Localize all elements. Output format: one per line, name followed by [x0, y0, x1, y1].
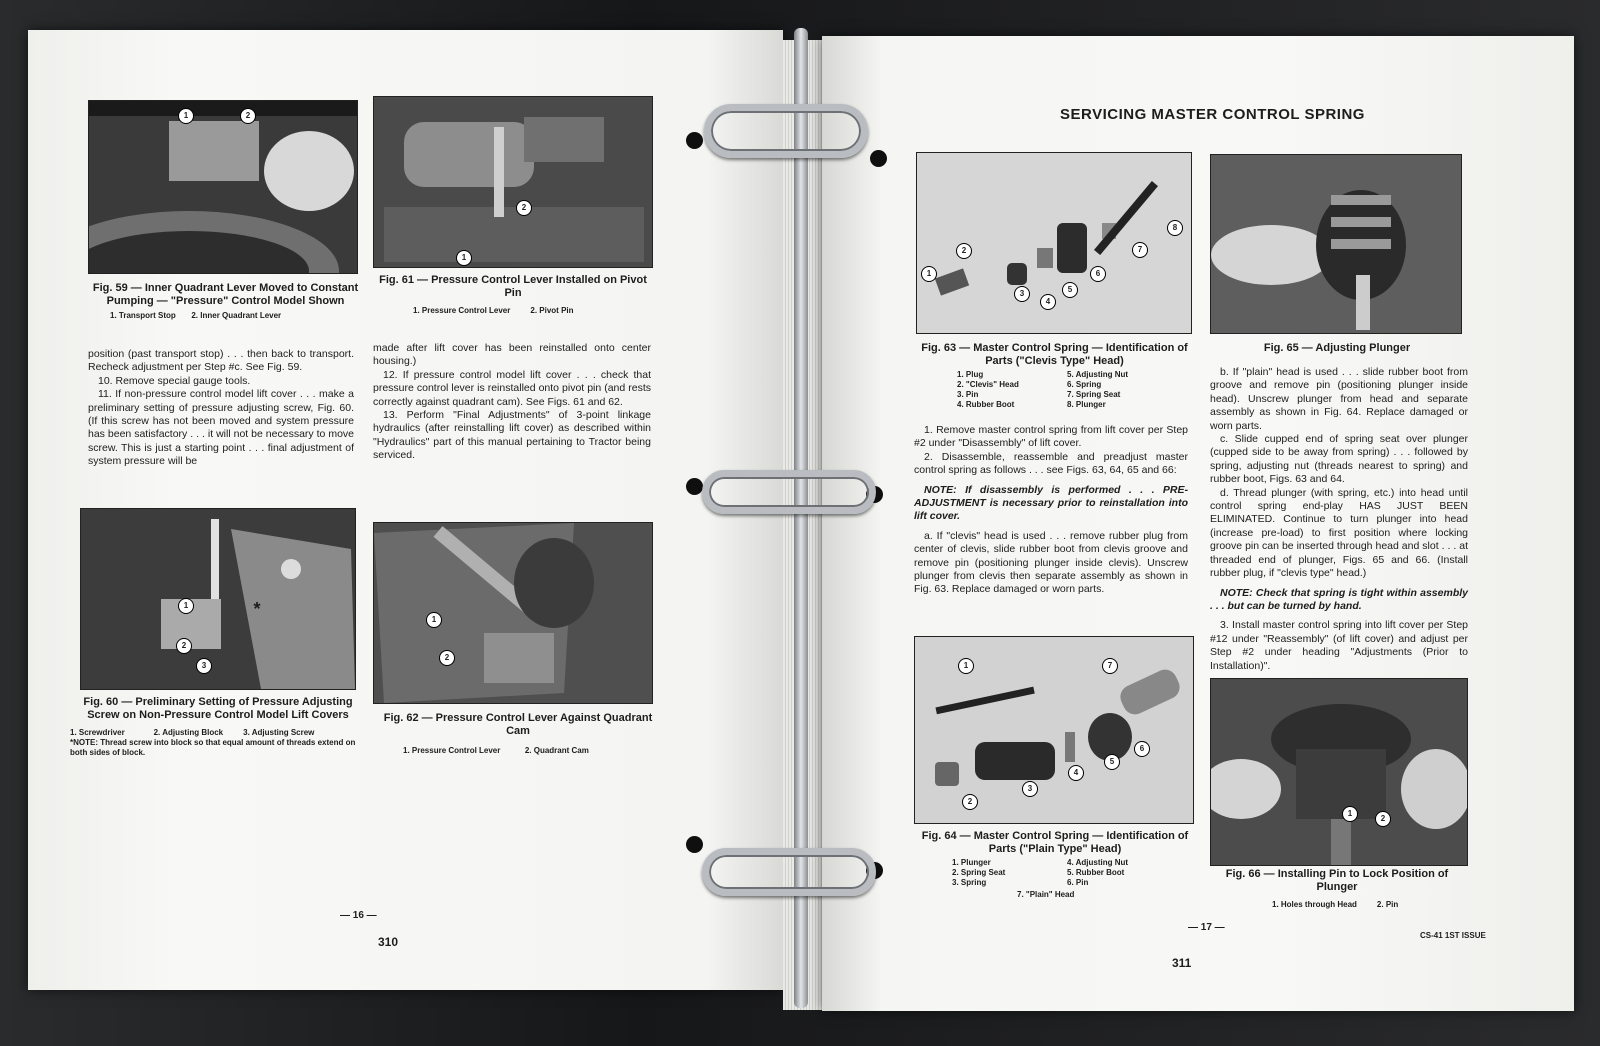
left-page-number: — 16 —: [340, 910, 377, 921]
fig62-legend-item: 2. Quadrant Cam: [524, 746, 589, 755]
fig62-callout-2: 2: [439, 650, 455, 666]
fig62-photo: [373, 522, 653, 704]
fig59-legend-item: 1. Transport Stop: [110, 311, 176, 320]
fig63-callout-5: 5: [1062, 282, 1078, 298]
fig59-callout-2: 2: [240, 108, 256, 124]
left-col2-text: [373, 342, 651, 463]
fig63-callout-6: 6: [1090, 266, 1106, 282]
fig63-callout-4: 4: [1040, 294, 1056, 310]
fig64-legend-right: [1067, 858, 1187, 888]
fig60-callout-2: 2: [176, 638, 192, 654]
fig60-callout-1: 1: [178, 598, 194, 614]
section-heading: SERVICING MASTER CONTROL SPRING: [1060, 106, 1365, 123]
legend-item: 5. Adjusting Nut: [1067, 370, 1129, 379]
fig64-photo: [914, 636, 1194, 824]
fig61-legend-item: 1. Pressure Control Lever: [413, 306, 511, 315]
paragraph: c. Slide cupped end of spring seat over plunger (cupped side to be away from spring) . . . followed by spring, adjusting nut (threads nearest to spring) and rubber boot, Figs. 63 and 64.: [1210, 433, 1468, 486]
fig66-legend-item: 1. Holes through Head: [1272, 900, 1357, 909]
paragraph: made after lift cover has been reinstalled onto center housing.): [373, 342, 651, 368]
paragraph: 13. Perform "Final Adjustments" of 3-point linkage hydraulics (after reinstalling lift cover) as described within "Hydraulics" part of this manual pertaining to Tractor being serviced.: [373, 409, 651, 462]
left-page: [28, 30, 783, 990]
right-col2-text: [1210, 366, 1468, 673]
fig64-callout-2: 2: [962, 794, 978, 810]
paragraph: d. Thread plunger (with spring, etc.) into head until control spring end-play HAS JUST BEEN ELIMINATED. Continue to turn plunger into head (increase pre-load) to first position where locking groove pin can be inserted through head and slot . . . at threaded end of plunger, Figs. 65 and 66. (Install rubber plug, if "clevis type" head.): [1210, 486, 1468, 580]
note: NOTE: If disassembly is performed . . . PRE-ADJUSTMENT is necessary prior to reinstallation into lift cover.: [914, 483, 1188, 523]
fig66-legend-item: 2. Pin: [1376, 900, 1399, 909]
fig66-photo: [1210, 678, 1468, 866]
fig60-callout-asterisk: *: [253, 599, 261, 619]
left-sheet-number: 310: [378, 935, 399, 949]
right-sheet-number: 311: [1172, 956, 1192, 970]
right-page-number: — 17 —: [1188, 922, 1225, 933]
fig64-callout-4: 4: [1068, 765, 1084, 781]
punch-hole: [870, 150, 887, 167]
fig61-legend-item: 2. Pivot Pin: [530, 306, 574, 315]
fig61-legend: [413, 306, 653, 316]
fig64-callout-6: 6: [1134, 741, 1150, 757]
fig61-photo: [373, 96, 653, 268]
legend-item: 6. Spring: [1067, 380, 1102, 389]
legend-item: 4. Rubber Boot: [957, 400, 1015, 409]
fig61-caption: Fig. 61 — Pressure Control Lever Installed on Pivot Pin: [379, 274, 647, 299]
paragraph: b. If "plain" head is used . . . slide rubber boot from groove and remove pin (positioning plunger inside head). Unscrew plunger from head and separate assembly as shown in Fig. 64. Replace damaged or worn parts.: [1210, 366, 1468, 432]
fig66-caption: Fig. 66 — Installing Pin to Lock Position of Plunger: [1225, 868, 1449, 893]
fig61-callout-1: 1: [456, 250, 472, 266]
note: NOTE: Check that spring is tight within assembly . . . but can be turned by hand.: [1210, 586, 1468, 612]
fig60-legend: [70, 728, 360, 758]
fig63-callout-1: 1: [921, 266, 937, 282]
fig59-callout-1: 1: [178, 108, 194, 124]
legend-item: 6. Pin: [1067, 878, 1089, 887]
fig63-callout-8: 8: [1167, 220, 1183, 236]
binder-ring-middle: [702, 470, 876, 514]
fig66-callout-2: 2: [1375, 811, 1391, 827]
left-col1-text: [88, 348, 354, 469]
fig66-callout-1: 1: [1342, 806, 1358, 822]
punch-hole: [686, 132, 703, 149]
legend-item: 3. Spring: [952, 878, 987, 887]
fig64-legend-bottom: 7. "Plain" Head: [1017, 890, 1075, 899]
legend-item: 2. Spring Seat: [952, 868, 1006, 877]
fig60-legend-item: 1. Screwdriver: [70, 728, 125, 737]
fig62-legend-item: 1. Pressure Control Lever: [403, 746, 501, 755]
paragraph: 1. Remove master control spring from lift cover per Step #2 under "Disassembly" of lift cover.: [914, 424, 1188, 450]
paragraph: a. If "clevis" head is used . . . remove rubber plug from center of clevis, slide rubber boot from clevis groove and remove pin (positioning plunger inside clevis). Unscrew plunger from clevis then separate assembly as shown in Fig. 63. Replace damaged or worn parts.: [914, 529, 1188, 596]
legend-item: 4. Adjusting Nut: [1067, 858, 1129, 867]
fig60-legend-item: 3. Adjusting Screw: [243, 728, 315, 737]
fig63-legend-right: [1067, 370, 1187, 410]
fig59-legend-item: 2. Inner Quadrant Lever: [191, 311, 282, 320]
legend-item: 1. Plunger: [952, 858, 991, 867]
punch-hole: [686, 836, 703, 853]
fig59-legend: [110, 311, 370, 321]
fig60-callout-3: 3: [196, 658, 212, 674]
fig60-legend-row: [70, 728, 360, 738]
paragraph: 11. If non-pressure control model lift cover . . . make a preliminary setting of pressure adjusting screw, Fig. 60. (If this screw has not been moved and system pressure has been satisfactory . . . it will not be necessary to move screw. This is just a starting point . . . final adjustment of system pressure will be: [88, 388, 354, 468]
paragraph: 12. If pressure control model lift cover . . . check that pressure control lever is reinstalled onto pivot pin (and rests correctly against quadrant cam). See Figs. 61 and 62.: [373, 368, 651, 408]
fig66-legend: [1272, 900, 1472, 910]
fig64-caption: Fig. 64 — Master Control Spring — Identification of Parts ("Plain Type" Head): [921, 830, 1189, 855]
fig62-callout-1: 1: [426, 612, 442, 628]
fig65-caption: Fig. 65 — Adjusting Plunger: [1263, 342, 1411, 354]
fig64-legend-left: [952, 858, 1072, 888]
fig60-photo: [80, 508, 356, 690]
legend-item: 3. Pin: [957, 390, 979, 399]
legend-item: 8. Plunger: [1067, 400, 1106, 409]
legend-item: 2. "Clevis" Head: [957, 380, 1019, 389]
paragraph: 2. Disassemble, reassemble and preadjust master control spring as follows . . . see Figs. 63, 64, 65 and 66:: [914, 450, 1188, 477]
fig64-callout-3: 3: [1022, 781, 1038, 797]
fig63-legend-left: [957, 370, 1077, 410]
fig60-caption: Fig. 60 — Preliminary Setting of Pressure Adjusting Screw on Non-Pressure Control Model Lift Covers: [83, 696, 353, 721]
right-col1-text: [914, 424, 1188, 597]
fig64-callout-5: 5: [1104, 754, 1120, 770]
right-page: [822, 36, 1574, 1011]
fig59-caption: Fig. 59 — Inner Quadrant Lever Moved to Constant Pumping — "Pressure" Control Model Shown: [92, 282, 359, 307]
fig62-legend: [403, 746, 653, 756]
issue-label: CS-41 1ST ISSUE: [1420, 931, 1486, 940]
fig64-callout-7: 7: [1102, 658, 1118, 674]
fig60-legend-item: 2. Adjusting Block: [153, 728, 224, 737]
legend-item: 1. Plug: [957, 370, 984, 379]
fig64-callout-1: 1: [958, 658, 974, 674]
fig59-photo: [88, 100, 358, 274]
binder-ring-top: [704, 104, 868, 158]
fig63-caption: Fig. 63 — Master Control Spring — Identification of Parts ("Clevis Type" Head): [921, 342, 1188, 367]
punch-hole: [686, 478, 703, 495]
paragraph: 10. Remove special gauge tools.: [98, 374, 251, 387]
fig63-callout-7: 7: [1132, 242, 1148, 258]
paragraph: position (past transport stop) . . . then back to transport. Recheck adjustment per Step #c. See Fig. 59.: [88, 348, 354, 374]
binder-ring-bottom: [702, 848, 876, 896]
legend-item: 5. Rubber Boot: [1067, 868, 1125, 877]
fig62-caption: Fig. 62 — Pressure Control Lever Against Quadrant Cam: [383, 712, 653, 737]
fig63-callout-3: 3: [1014, 286, 1030, 302]
legend-item: 7. Spring Seat: [1067, 390, 1121, 399]
fig65-photo: [1210, 154, 1462, 334]
fig63-callout-2: 2: [956, 243, 972, 259]
fig61-callout-2: 2: [516, 200, 532, 216]
fig60-legend-note: *NOTE: Thread screw into block so that equal amount of threads extend on both sides of block.: [70, 738, 356, 757]
paragraph: 3. Install master control spring into lift cover per Step #12 under "Reassembly" (of lift cover) and adjust per Step #2 under heading "Adjustments (Prior to Installation)".: [1210, 619, 1468, 672]
